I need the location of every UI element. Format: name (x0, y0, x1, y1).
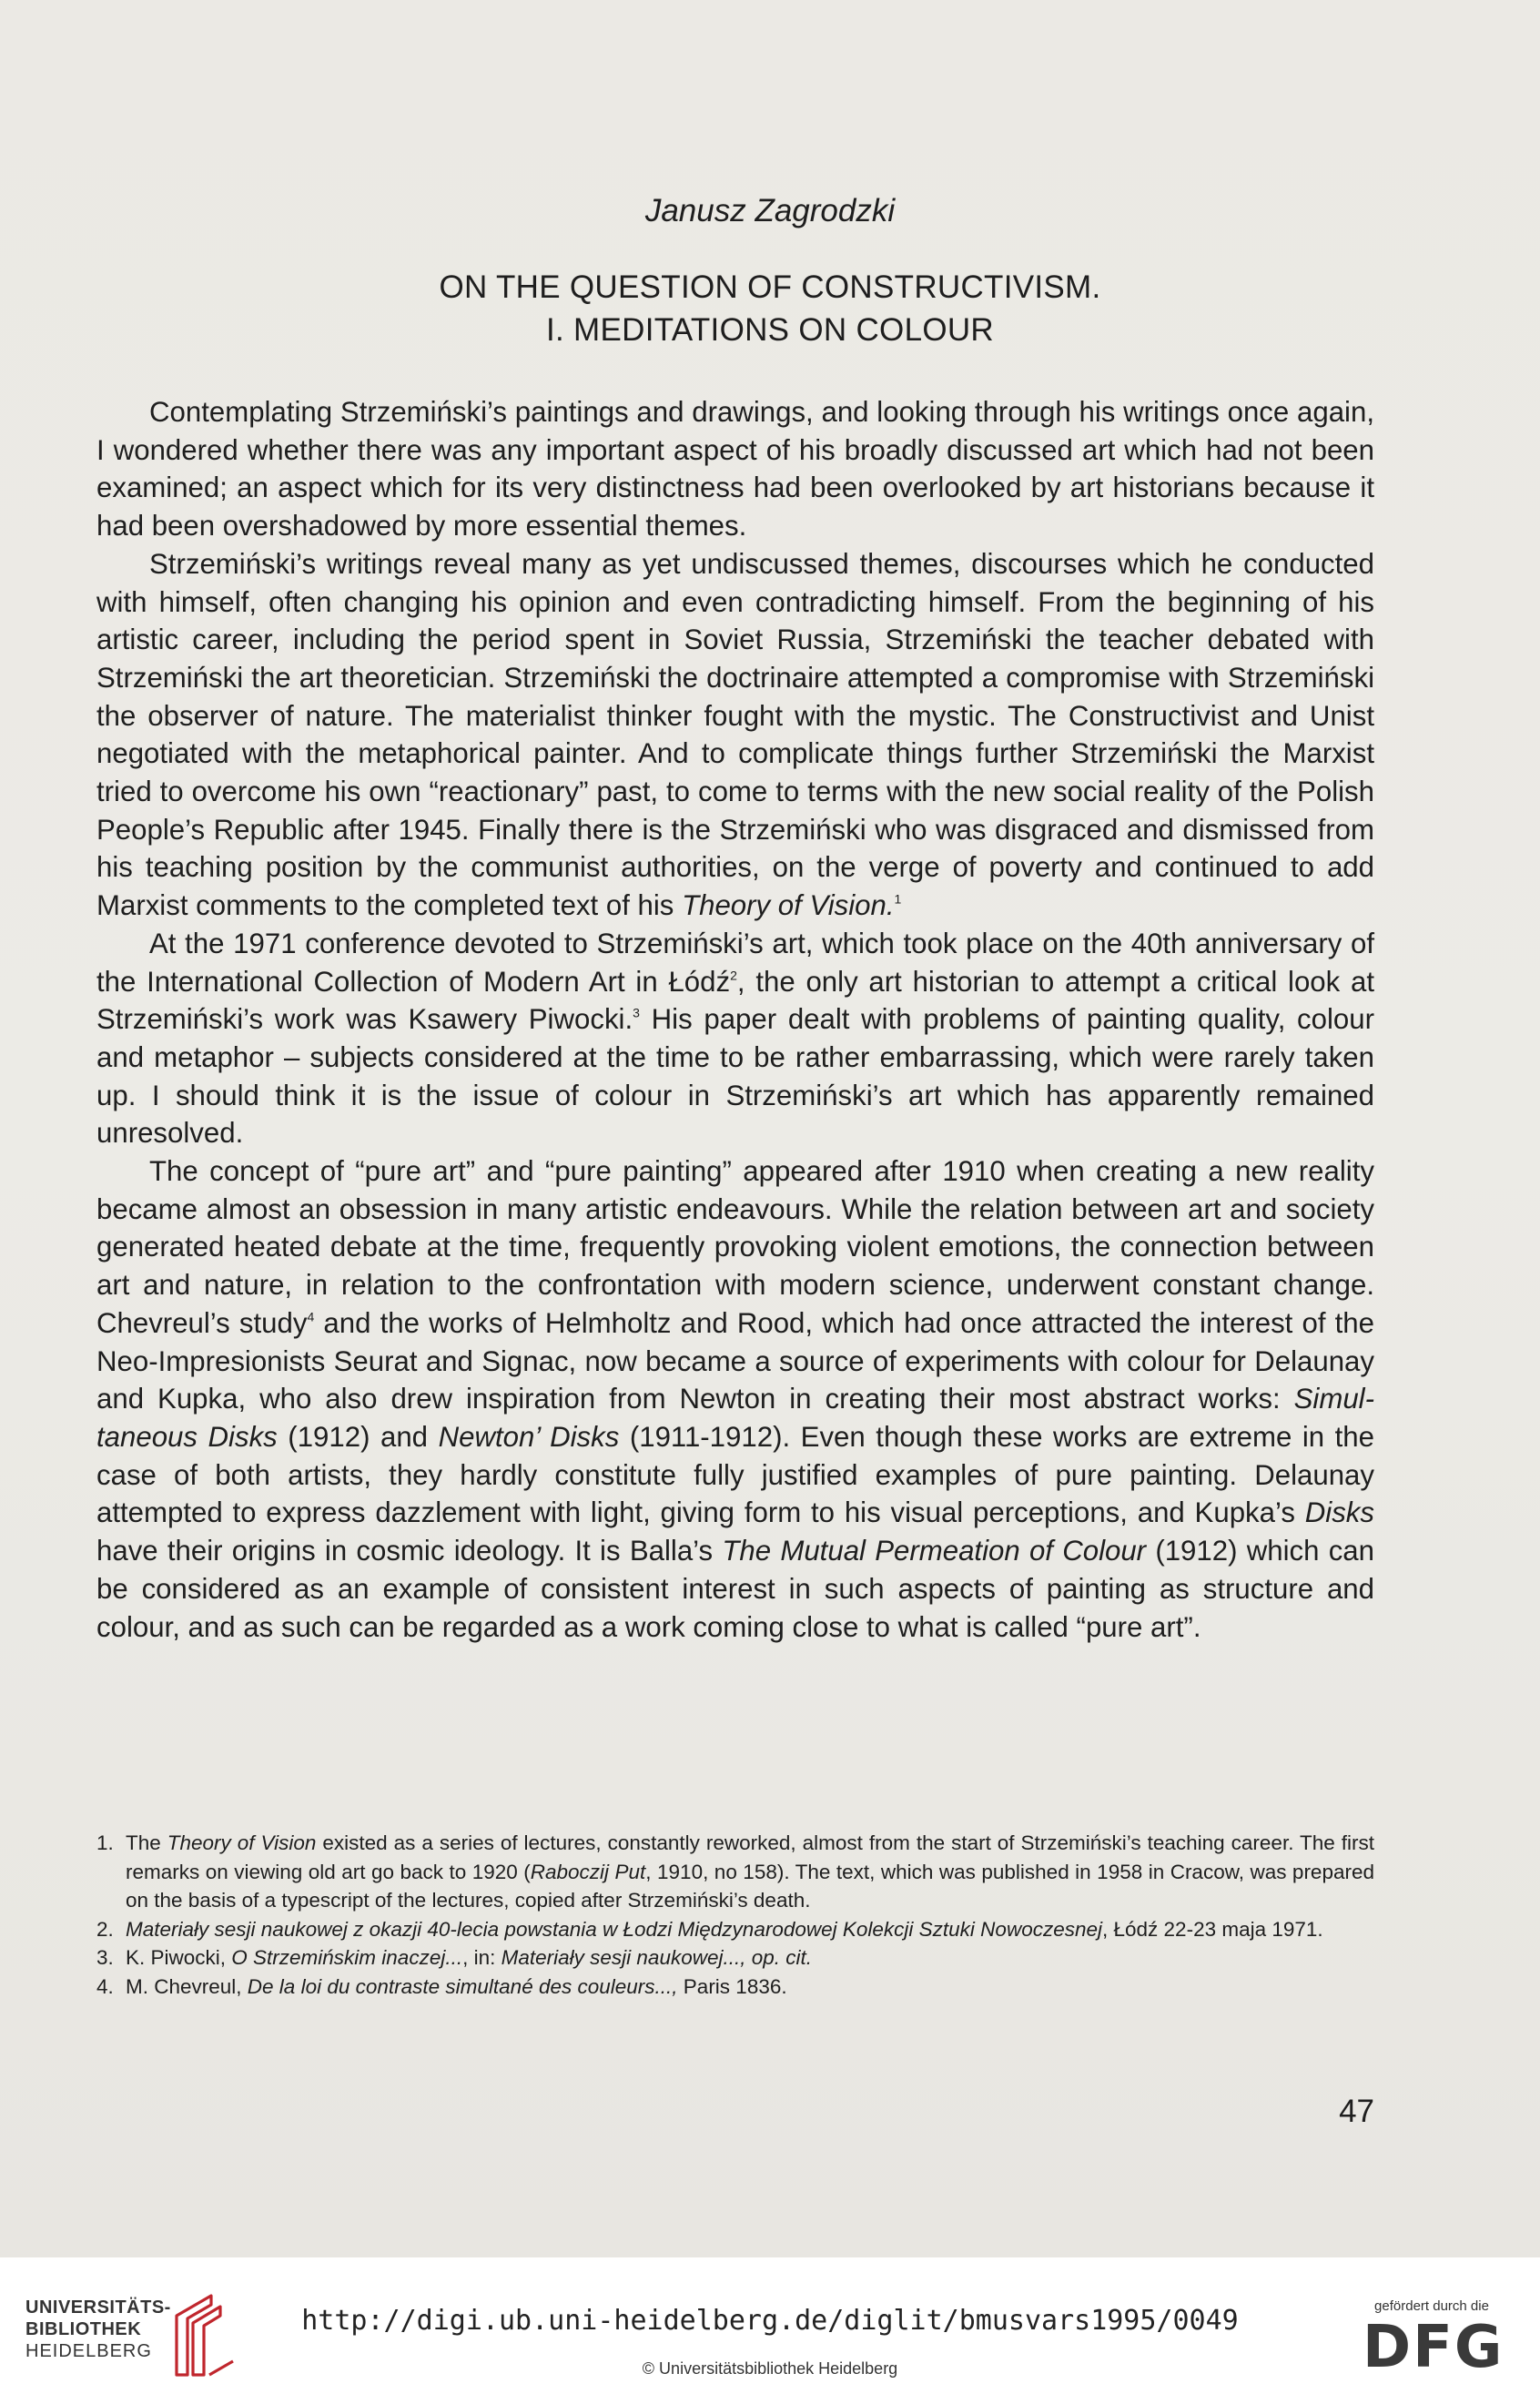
artwork-title: The Mutual Permeation of Colour (722, 1535, 1147, 1567)
artwork-title: Simultaneous Disks (96, 1383, 1374, 1453)
paragraph-3: At the 1971 conference devoted to Strzemiński’s art, which took place on the 40th anniversary of the International Collection of Modern Art in Łódź$^2$, the only art historian to attempt a critical look at Strzemiński’s work was Ksawery Piwocki.$^3$ His paper dealt with problems of painting quality, colour and metaphor – subjects considered at the time to be rather embarrassing, which were rarely taken up. I should think it is the issue of colour in Strzemiński’s art which has apparently remained unresolved. (96, 927, 1374, 1150)
footnote-2 (96, 1915, 1374, 1944)
paragraph-1: Contemplating Strzemiński’s paintings and drawings, and looking through his writings once again, I wondered whether there was any important aspect of his broadly discussed art which had not been examined; an aspect which for its very distinctness had been overlooked by art historians because it had been overshadowed by more essential themes. (96, 396, 1374, 543)
footnote-1 (96, 1829, 1374, 1915)
footnote-3 (96, 1943, 1374, 1973)
title-line-2: I. MEDITATIONS ON COLOUR (545, 312, 995, 348)
artwork-title: Newton’ Disks (438, 1420, 620, 1453)
paragraph-2: Strzemiński’s writings reveal many as yet undiscussed themes, discourses which he conducted with himself, often changing his opinion and even contradicting himself. From the beginning of his artistic career, including the period spent in Soviet Russia, Strzemiński the teacher debated with Strzemiński the art theoretician. Strzemiński the doctrinaire attempted a compromise with Strzemiński the observer of nature. The materialist thinker fought with the mystic. The Constructivist and Unist negotiated with the metaphorical painter. And to complicate things further Strzemiński the Marxist tried to overcome his own “reactionary” past, to come to terms with the new social reality of the Polish People’s Republic after 1945. Finally there is the Strzemiński who was disgraced and dismissed from his teaching position by the communist authorities, on the verge of poverty and continued to add Marxist comments to the completed text of his Theory of Vision.$^1$ (96, 547, 1374, 922)
library-logo-text[interactable]: UNIVERSITÄTS- BIBLIOTHEK HEIDELBERG (25, 2297, 171, 2361)
footnote-number: 2. (96, 1917, 114, 1941)
paragraph-4: The concept of “pure art” and “pure painting” appeared after 1910 when creating a new reality became almost an obsession in many artistic endeavours. While the relation between art and society generated heated debate at the time, frequently provoking violent emotions, the connection between art and nature, in relation to the confrontation with modern science, underwent constant change. Chevreul’s study$^4$ and the works of Helmholtz and Rood, which had once attracted the interest of the Neo-Impresionists Seurat and Signac, now became a source of experiments with colour for Delaunay and Kupka, who also drew inspiration from Newton in creating their most abstract works: Simultaneous Disks (1912) and Newton’ Disks (1911-1912). Even though these works are extreme in the case of both artists, they hardly constitute fully justified examples of pure painting. Delaunay attempted to express dazzlement with light, giving form to his visual perceptions, and Kupka’s Disks have their origins in cosmic ideology. It is Balla’s The Mutual Permeation of Colour (1912) which can be considered as an example of consistent interest in such aspects of painting as structure and colour, and as such can be regarded as a work coming close to what is called “pure art”. (96, 1155, 1375, 1643)
footnotes (96, 1829, 1374, 2001)
page-number: 47 (1339, 2094, 1374, 2129)
artwork-title: Disks (1304, 1496, 1374, 1529)
footnote-ref-4: 4 (307, 1309, 315, 1324)
footnote-text: K. Piwocki, O Strzemińskim inaczej..., in: Materiały sesji naukowej..., op. cit. (126, 1946, 813, 1969)
dfg-caption: gefördert durch die (1374, 2298, 1489, 2314)
footnote-ref-3: 3 (633, 1005, 640, 1020)
footnote-ref-1: 1 (894, 891, 902, 907)
book-title: Theory of Vision. (682, 889, 895, 922)
article-title (0, 266, 1540, 351)
article-body (96, 393, 1374, 1646)
copyright-notice: © Universitätsbibliothek Heidelberg (642, 2359, 898, 2378)
source-url-link[interactable]: http://digi.ub.uni-heidelberg.de/diglit/bmusvars1995/0049 (301, 2305, 1239, 2337)
footnote-text: M. Chevreul, De la loi du contraste simultané des couleurs..., Paris 1836. (126, 1974, 787, 1998)
dfg-logo[interactable]: DFG (1363, 2314, 1505, 2381)
footnote-number: 3. (96, 1946, 114, 1969)
title-line-1: ON THE QUESTION OF CONSTRUCTIVISM. (439, 269, 1101, 305)
footnote-text: The Theory of Vision existed as a series of lectures, constantly reworked, almost from the start of Strzemiński’s teaching career. The first remarks on viewing old art go back to 1920 (Raboczij Put, 1910, no 158). The text, which was published in 1958 in Cracow, was prepared on the basis of a typescript of the lectures, copied after Strzemiński’s death. (126, 1831, 1374, 1912)
footnote-4 (96, 1973, 1374, 2002)
footnote-text: Materiały sesji naukowej z okazji 40-lecia powstania w Łodzi Międzynarodowej Kolekcji Sztuki Nowoczesnej, Łódź 22-23 maja 1971. (126, 1917, 1323, 1941)
author-name: Janusz Zagrodzki (644, 193, 896, 228)
footnote-ref-2: 2 (730, 967, 737, 982)
footnote-number: 1. (96, 1831, 114, 1854)
footnote-number: 4. (96, 1974, 114, 1998)
